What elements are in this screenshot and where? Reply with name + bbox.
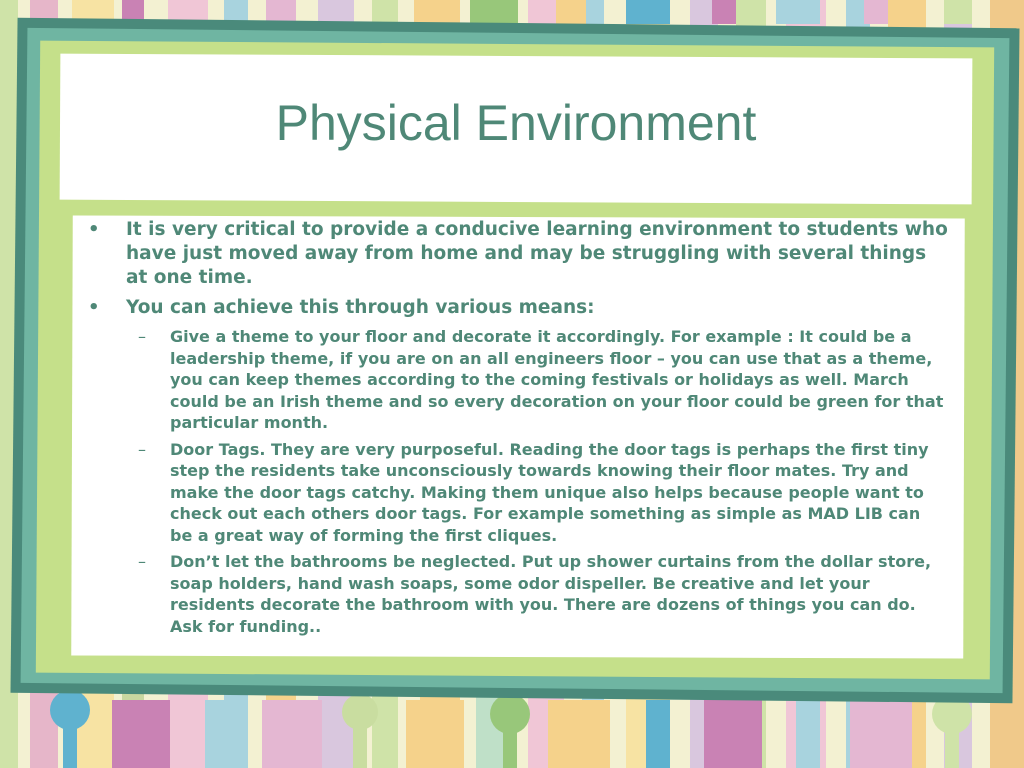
- sub-bullet-marker: –: [138, 552, 146, 571]
- pin-icon: [342, 694, 378, 768]
- stripe-block: [944, 0, 972, 24]
- stripe-block: [796, 700, 820, 768]
- stripe-block: [112, 700, 170, 768]
- sub-bullet-text: Don’t let the bathrooms be neglected. Put up shower curtains from the dollar store, soap holders, hand wash soaps, some odor dispeller. Be creative and let your residents decorate the bathroom with you. There are dozens of things you can do. Ask for funding..: [170, 552, 932, 636]
- sub-bullet-text: Give a theme to your floor and decorate it accordingly. For example : It could be a leadership theme, if you are on an all engineers floor – you can use that as a theme, you can keep themes according to the coming festivals or holidays as well. March could be an Irish theme and so every decoration on your floor could be green for that particular month.: [170, 327, 944, 432]
- stripe-block: [406, 700, 464, 768]
- pin-icon: [932, 694, 972, 768]
- stripe-block: [864, 0, 888, 24]
- sub-bullet-item: [86, 551, 948, 637]
- stripe-block: [556, 0, 586, 24]
- slide-title: Physical Environment: [275, 95, 757, 151]
- stripe-block: [470, 0, 518, 24]
- stripe-block: [712, 0, 736, 24]
- sub-bullet-marker: –: [138, 439, 146, 459]
- sub-bullet-item: [86, 439, 948, 547]
- sub-bullet-marker: –: [138, 327, 146, 346]
- bullet-item: [86, 296, 948, 320]
- stripe-block: [262, 700, 322, 768]
- stripe-block: [776, 0, 820, 24]
- bullet-marker: •: [88, 297, 100, 318]
- stripe-block: [626, 0, 670, 24]
- stripe-block: [850, 700, 912, 768]
- bullet-text: It is very critical to provide a conducive learning environment to students who have just moved away from home and may be struggling with several things at one time.: [126, 219, 948, 288]
- stripe-block: [646, 700, 670, 768]
- stripe-block: [205, 700, 229, 768]
- bullet-text: You can achieve this through various means:: [126, 297, 595, 318]
- sub-bullet-text: Door Tags. They are very purposeful. Reading the door tags is perhaps the first tiny step the residents take unconsciously towards knowing their floor mates. Try and make the door tags catchy. Making them unique also helps because people want to check out each others door tags. For example something as simple as MAD LIB can be a great way of forming the first cliques.: [170, 439, 929, 545]
- bullet-marker: •: [88, 219, 100, 240]
- bullet-item: [86, 218, 948, 290]
- sub-bullet-item: [86, 326, 948, 434]
- stripe-block: [548, 700, 610, 768]
- slide-content: [86, 218, 948, 642]
- stripe-block: [704, 700, 762, 768]
- stripe-block: [414, 0, 434, 24]
- pin-icon: [490, 694, 530, 768]
- pin-icon: [50, 690, 90, 768]
